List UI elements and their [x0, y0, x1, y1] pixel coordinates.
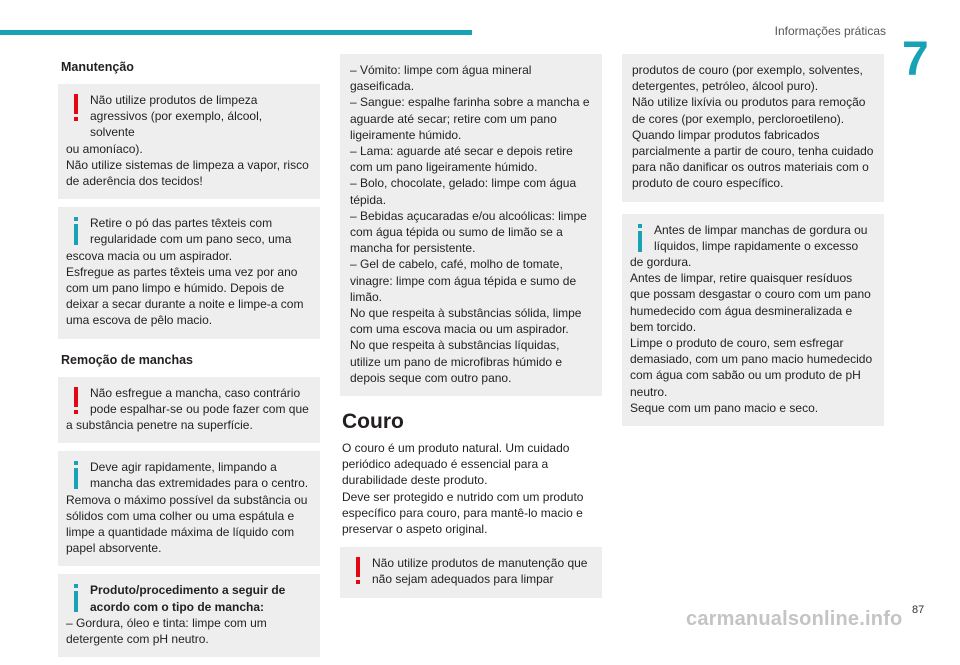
info-box: [622, 214, 884, 426]
column-1: [58, 54, 320, 665]
warning-icon: [72, 94, 80, 122]
warning-box-continued: [622, 54, 884, 202]
info-text: – Gordura, óleo e tinta: limpe com um detergente com pH neutro.: [66, 615, 267, 647]
info-icon: [636, 224, 644, 252]
column-2: [340, 54, 602, 606]
heading-couro: Couro: [342, 410, 404, 434]
info-text-lead: Retire o pó das partes têxteis com regularidade com um pano seco, uma: [90, 216, 292, 247]
warning-text: produtos de couro (por exemplo, solventes, detergentes, petróleo, álcool puro). Não utilize lixívia ou produtos para remoção de cores (por exemplo, percloroetileno). Quando limpar produtos fabricados parcialmente a partir de couro, tenha cuidado para não danificar os outros materiais com o produto de couro específico.: [632, 63, 874, 191]
page-number: 87: [912, 604, 925, 616]
column-3: [622, 54, 884, 434]
info-text: de gordura. Antes de limpar, retire quaisquer resíduos que possam desgastar o couro com um pano humedecido com água desmineralizada e bem torcido. Limpe o produto de couro, sem esfregar demasiado, com um pano macio humedecido com água com sabão ou um produto de pH neutro. Seque com um pano macio e seco.: [630, 255, 873, 415]
warning-text-lead: Não utilize produtos de limpeza agressivos (por exemplo, álcool, solvente: [90, 93, 263, 140]
section-title: Informações práticas: [774, 24, 886, 38]
header-accent-bar: [0, 30, 472, 35]
heading-manutencao: Manutenção: [61, 60, 134, 74]
warning-text: ou amoníaco). Não utilize sistemas de limpeza a vapor, risco de aderência dos tecidos!: [66, 141, 309, 189]
info-icon: [72, 461, 80, 489]
info-text: Remova o máximo possível da substância ou sólidos com uma colher ou uma espátula e limpe a quantidade máxima de líquido com papel absorvente.: [66, 492, 308, 556]
chapter-number: 7: [902, 33, 929, 86]
info-box: [58, 207, 320, 338]
info-box: [58, 451, 320, 566]
info-box-continued: [340, 54, 602, 396]
watermark: carmanualsonline.info: [686, 608, 903, 630]
info-text: escova macia ou um aspirador. Esfregue as partes têxteis uma vez por ano com um pano limpo e húmido. Depois de deixar a secar durante a noite e limpe-a com uma escova de pêlo macio.: [66, 248, 304, 328]
warning-icon: [72, 387, 80, 415]
info-text-lead: Antes de limpar manchas de gordura ou líquidos, limpe rapidamente o excesso: [654, 222, 868, 253]
stain-list-text: – Vómito: limpe com água mineral gaseificada. – Sangue: espalhe farinha sobre a mancha e aguarde até secar; retire com um pano ligeiramente húmido. – Lama: aguarde até secar e depois retire com um pano ligeiramente húmido. – Bolo, chocolate, gelado: limpe com água tépida. – Bebidas açucaradas e/ou alcoólicas: limpe com água tépida ou sumo de limão se a mancha for persistente. – Gel de cabelo, café, molho de tomate, vinagre: limpe com água tépida e sumo de limão. No que respeita à substâncias sólida, limpe com uma escova macia ou um aspirador. No que respeita à substâncias líquidas, utilize um pano de microfibras húmido e depois seque com outro pano.: [350, 63, 590, 385]
warning-text-lead: Não esfregue a mancha, caso contrário pode espalhar-se ou pode fazer com que: [90, 385, 309, 416]
info-text-lead: Produto/procedimento a seguir de acordo com o tipo de mancha:: [90, 583, 286, 614]
info-text-lead: Deve agir rapidamente, limpando a mancha das extremidades para o centro.: [90, 460, 309, 491]
warning-text-lead: Não utilize produtos de manutenção que não sejam adequados para limpar: [372, 556, 588, 587]
couro-paragraph: O couro é um produto natural. Um cuidado periódico adequado é essencial para a durabilidade deste produto. Deve ser protegido e nutrido com um produto específico para couro, para mantê-lo macio e preservar o aspeto original.: [342, 441, 584, 537]
info-box: [58, 574, 320, 657]
warning-box: [58, 377, 320, 444]
warning-box: [58, 84, 320, 199]
heading-remocao-manchas: Remoção de manchas: [61, 352, 193, 367]
info-icon: [72, 584, 80, 612]
warning-icon: [354, 557, 362, 585]
warning-box: [340, 547, 602, 597]
warning-text: a substância penetre na superfície.: [66, 418, 253, 433]
info-icon: [72, 217, 80, 245]
